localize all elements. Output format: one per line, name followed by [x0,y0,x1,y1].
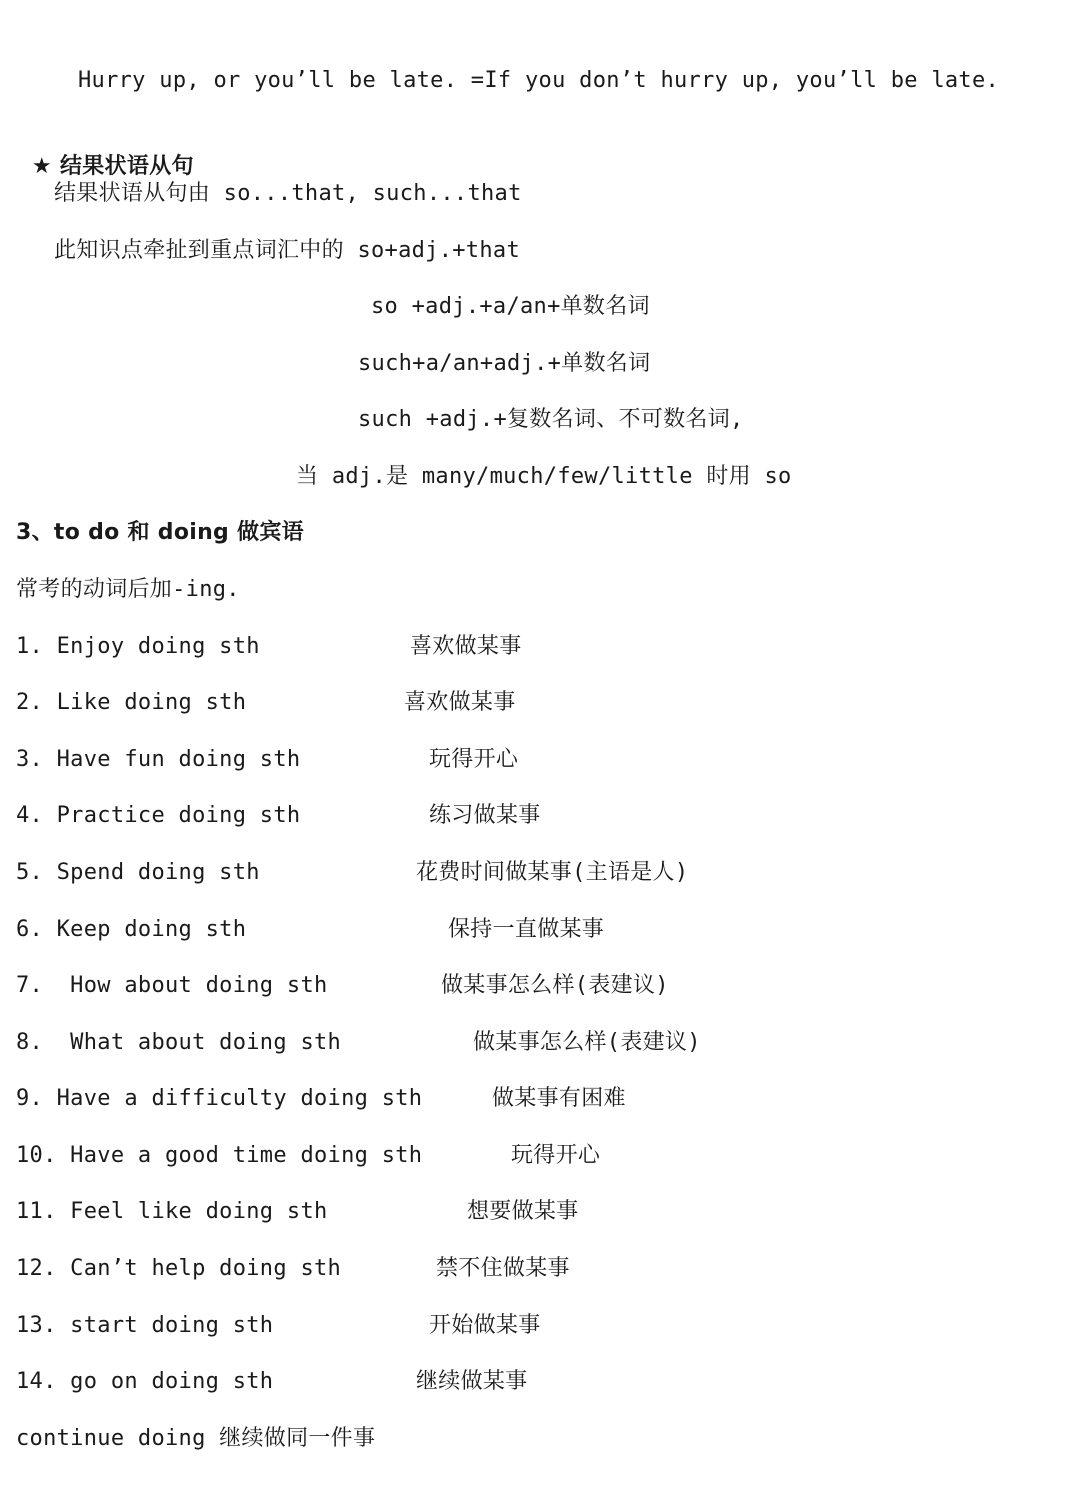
section-title: 结果状语从句 [59,154,194,179]
list-item-gloss: 玩得开心 [511,1143,601,1168]
example-sentence: Hurry up, or you’ll be late. =If you don’t hurry up, you’ll be late. [78,68,1000,93]
result-clause-note: 此知识点牵扯到重点词汇中的 so+adj.+that [54,238,520,263]
list-item-term: 6. Keep doing sth [16,917,247,942]
continue-doing-note: continue doing 继续做同一件事 [16,1426,376,1451]
result-clause-description: 结果状语从句由 so...that, such...that [54,181,522,206]
list-item-gloss: 玩得开心 [429,747,519,772]
list-item-term: 7. How about doing sth [16,973,328,998]
list-item-gloss: 想要做某事 [467,1199,579,1224]
list-item-gloss: 练习做某事 [429,803,541,828]
list-item-term: 14. go on doing sth [16,1369,274,1394]
section-subtitle: 常考的动词后加-ing. [16,577,240,602]
rule-so-adj-singular: so +adj.+a/an+单数名词 [371,294,650,319]
list-item-gloss: 喜欢做某事 [410,634,522,659]
list-item-gloss: 禁不住做某事 [436,1256,570,1281]
list-item-term: 5. Spend doing sth [16,860,260,885]
list-item-gloss: 花费时间做某事(主语是人) [416,860,689,885]
rule-many-much-few-little: 当 adj.是 many/much/few/little 时用 so [296,464,792,489]
list-item-term: 13. start doing sth [16,1313,274,1338]
list-item-term: 2. Like doing sth [16,690,247,715]
section-heading-gerund: 3、to do 和 doing 做宾语 [16,520,304,545]
list-item-term: 11. Feel like doing sth [16,1199,328,1224]
star-icon: ★ [31,154,52,179]
list-item-gloss: 做某事怎么样(表建议) [473,1030,701,1055]
list-item-gloss: 继续做某事 [416,1369,528,1394]
list-item-gloss: 开始做某事 [429,1313,541,1338]
list-item-term: 9. Have a difficulty doing sth [16,1086,423,1111]
list-item-term: 12. Can’t help doing sth [16,1256,342,1281]
list-item-gloss: 喜欢做某事 [404,690,516,715]
list-item-term: 8. What about doing sth [16,1030,342,1055]
list-item-gloss: 保持一直做某事 [448,917,605,942]
section-heading-result-clause [16,122,194,182]
list-item-term: 4. Practice doing sth [16,803,301,828]
rule-such-adj-plural: such +adj.+复数名词、不可数名词, [358,407,744,432]
list-item-term: 1. Enjoy doing sth [16,634,260,659]
list-item-term: 3. Have fun doing sth [16,747,301,772]
list-item-term: 10. Have a good time doing sth [16,1143,423,1168]
list-item-gloss: 做某事有困难 [492,1086,626,1111]
rule-such-a-adj-singular: such+a/an+adj.+单数名词 [358,351,651,376]
list-item-gloss: 做某事怎么样(表建议) [441,973,669,998]
